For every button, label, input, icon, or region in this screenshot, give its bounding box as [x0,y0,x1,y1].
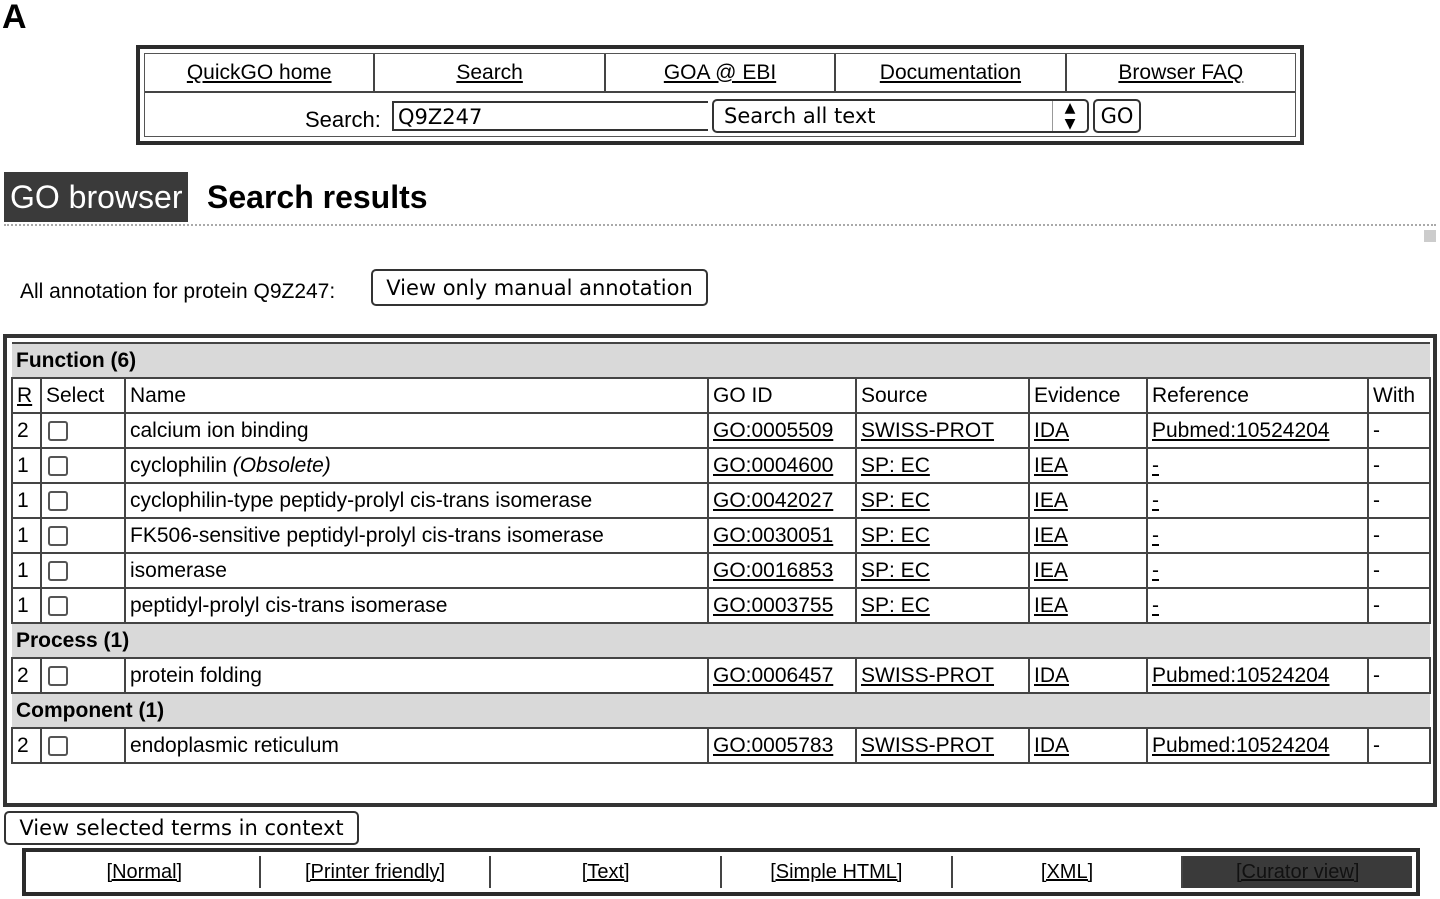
panel-label: A [2,0,27,36]
r-value: 2 [12,413,41,448]
group-header-process [12,623,1430,658]
search-label: Search: [305,107,381,132]
go-button[interactable]: GO [1093,99,1141,133]
format-printer-friendly-link[interactable]: [Printer friendly] [304,860,446,883]
table-row [12,413,1430,448]
format-normal-link[interactable]: [Normal] [106,860,183,883]
column-header-reference: Reference [1147,378,1368,413]
format-simple-html-link[interactable]: [Simple HTML] [770,860,903,883]
reference-link[interactable]: - [1152,593,1159,617]
source-link[interactable]: SP: EC [861,488,930,512]
source-link[interactable]: SP: EC [861,523,930,547]
search-scope-select[interactable] [712,99,1089,133]
page-title: Search results [207,179,428,215]
with-value: - [1368,553,1430,588]
column-header-go-id: GO ID [708,378,856,413]
format-xml-link[interactable]: [XML] [1040,860,1094,883]
search-scope-value: Search all text [724,104,876,128]
table-row [12,448,1430,483]
format-curator-view-link[interactable]: [Curator view] [1236,860,1360,883]
manual-annotation-button[interactable]: View only manual annotation [371,269,708,306]
evidence-link[interactable]: IEA [1034,488,1068,512]
evidence-link[interactable]: IEA [1034,453,1068,477]
evidence-link[interactable]: IEA [1034,558,1068,582]
go-id-link[interactable]: GO:0006457 [713,663,834,687]
term-name: endoplasmic reticulum [125,728,708,763]
r-value: 1 [12,553,41,588]
with-value: - [1368,448,1430,483]
table-row [12,553,1430,588]
group-header-function [12,343,1430,378]
term-name: protein folding [125,658,708,693]
nav-link-documentation[interactable]: Documentation [879,60,1022,84]
reference-link[interactable]: - [1152,453,1159,477]
column-header-evidence: Evidence [1029,378,1147,413]
annotation-label: All annotation for protein Q9Z247: [20,280,336,303]
select-checkbox[interactable] [48,421,68,441]
scrollbar-thumb[interactable] [1424,230,1436,242]
table-row [12,518,1430,553]
reference-link[interactable]: - [1152,523,1159,547]
reference-link[interactable]: Pubmed:10524204 [1152,663,1330,687]
reference-link[interactable]: Pubmed:10524204 [1152,733,1330,757]
with-value: - [1368,483,1430,518]
reference-link[interactable]: - [1152,488,1159,512]
term-name: cyclophilin (Obsolete) [125,448,708,483]
select-checkbox[interactable] [48,456,68,476]
group-header-component [12,693,1430,728]
evidence-link[interactable]: IDA [1034,418,1070,442]
r-value: 1 [12,483,41,518]
nav-link-goa-ebi[interactable]: GOA @ EBI [663,60,777,84]
reference-link[interactable]: - [1152,558,1159,582]
with-value: - [1368,728,1430,763]
nav-link-quickgo-home[interactable]: QuickGO home [186,60,332,84]
go-id-link[interactable]: GO:0016853 [713,558,834,582]
go-id-link[interactable]: GO:0003755 [713,593,834,617]
group-title: Function (6) [12,343,1430,378]
go-browser-badge: GO browser [4,172,188,222]
evidence-link[interactable]: IEA [1034,523,1068,547]
r-value: 1 [12,518,41,553]
divider [4,224,1436,226]
go-id-link[interactable]: GO:0030051 [713,523,834,547]
obsolete-note: (Obsolete) [232,453,331,477]
r-value: 1 [12,588,41,623]
select-checkbox[interactable] [48,561,68,581]
active-format-cell [1183,856,1412,888]
evidence-link[interactable]: IDA [1034,733,1070,757]
r-value: 2 [12,728,41,763]
term-name: peptidyl-prolyl cis-trans isomerase [125,588,708,623]
table-row [12,483,1430,518]
reference-link[interactable]: Pubmed:10524204 [1152,418,1330,442]
go-id-link[interactable]: GO:0005783 [713,733,834,757]
source-link[interactable]: SWISS-PROT [861,733,995,757]
results-table [11,342,1431,764]
search-row [145,93,1295,143]
column-header-select: Select [41,378,125,413]
select-checkbox[interactable] [48,736,68,756]
search-input[interactable]: Q9Z247 [392,101,708,131]
source-link[interactable]: SP: EC [861,453,930,477]
column-header-r[interactable]: R [17,383,33,407]
select-checkbox[interactable] [48,491,68,511]
source-link[interactable]: SWISS-PROT [861,418,995,442]
top-navigation [136,45,1304,145]
term-name: isomerase [125,553,708,588]
term-name: FK506-sensitive peptidyl-prolyl cis-trans isomerase [125,518,708,553]
source-link[interactable]: SP: EC [861,593,930,617]
term-name: calcium ion binding [125,413,708,448]
evidence-link[interactable]: IDA [1034,663,1070,687]
r-value: 2 [12,658,41,693]
results-table-container [3,334,1437,807]
group-title: Component (1) [12,693,1430,728]
with-value: - [1368,658,1430,693]
format-bar [22,848,1420,896]
source-link[interactable]: SP: EC [861,558,930,582]
nav-link-browser-faq[interactable]: Browser FAQ [1118,60,1244,84]
source-link[interactable]: SWISS-PROT [861,663,995,687]
nav-link-search[interactable]: Search [456,60,523,84]
select-checkbox[interactable] [48,666,68,686]
select-checkbox[interactable] [48,596,68,616]
r-value: 1 [12,448,41,483]
evidence-link[interactable]: IEA [1034,593,1068,617]
column-header-with: With [1368,378,1430,413]
column-header-source: Source [856,378,1029,413]
with-value: - [1368,588,1430,623]
format-text-link[interactable]: [Text] [581,860,630,883]
group-title: Process (1) [12,623,1430,658]
select-checkbox[interactable] [48,526,68,546]
go-id-link[interactable]: GO:0004600 [713,453,834,477]
term-name: cyclophilin-type peptidy-prolyl cis-trans isomerase [125,483,708,518]
select-arrows-icon: ▲ ▼ [1052,101,1087,131]
go-id-link[interactable]: GO:0005509 [713,418,834,442]
view-in-context-button[interactable]: View selected terms in context [4,811,359,845]
column-header-name: Name [125,378,708,413]
table-row [12,588,1430,623]
table-row [12,728,1430,763]
with-value: - [1368,518,1430,553]
with-value: - [1368,413,1430,448]
go-id-link[interactable]: GO:0042027 [713,488,834,512]
table-row [12,658,1430,693]
nav-link-row [145,54,1295,93]
table-header-row [12,378,1430,413]
